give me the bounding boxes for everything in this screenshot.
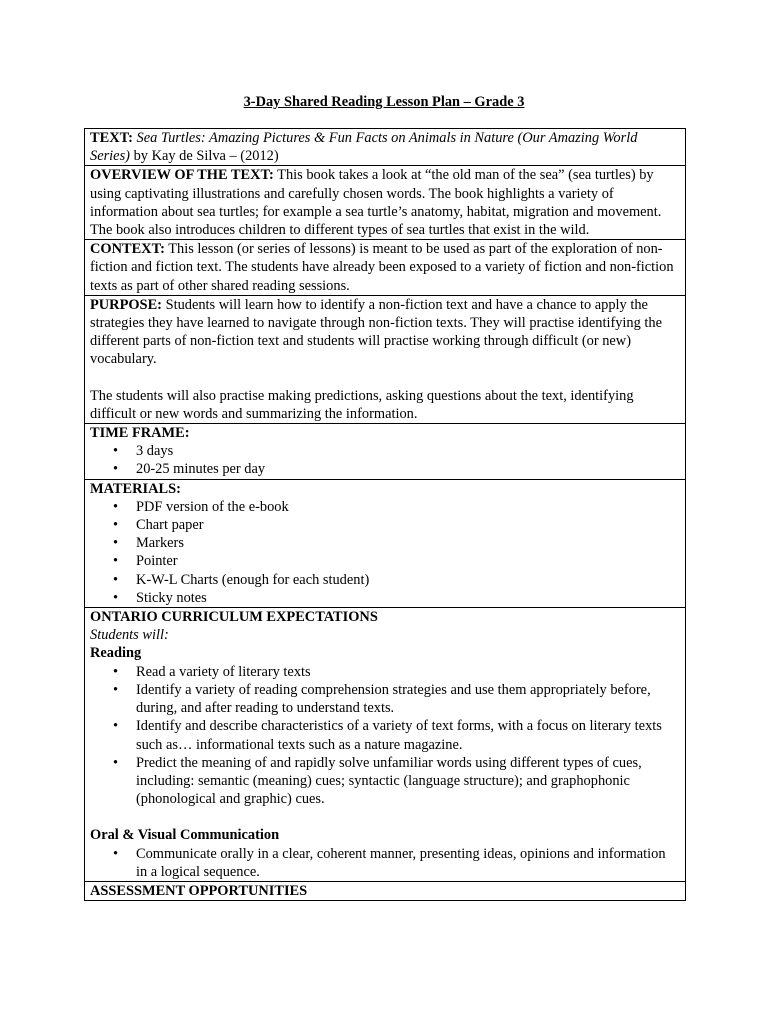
book-title: Sea Turtles: Amazing Pictures & Fun Facts on Animals in Nature (Our Amazing World Series) bbox=[90, 130, 638, 165]
materials-list bbox=[90, 498, 680, 607]
context-cell bbox=[85, 240, 686, 296]
list-item: • Read a variety of literary texts bbox=[136, 663, 680, 681]
list-item: • Identify a variety of reading comprehension strategies and use them appropriately before, during, and after reading to understand texts. bbox=[136, 681, 680, 717]
materials-row bbox=[85, 479, 686, 607]
materials-cell bbox=[85, 479, 686, 607]
list-item: • PDF version of the e-book bbox=[136, 498, 680, 516]
paragraph-spacer bbox=[90, 369, 680, 387]
curriculum-label: ONTARIO CURRICULUM EXPECTATIONS bbox=[90, 609, 378, 626]
purpose-row bbox=[85, 295, 686, 423]
context-label: CONTEXT: bbox=[90, 241, 165, 258]
book-byline: by Kay de Silva – (2012) bbox=[133, 148, 279, 165]
list-item: • Chart paper bbox=[136, 516, 680, 534]
materials-label: MATERIALS: bbox=[90, 480, 181, 497]
list-item: • 20-25 minutes per day bbox=[136, 460, 680, 478]
text-label: TEXT: bbox=[90, 130, 133, 146]
purpose-paragraph-1 bbox=[90, 296, 680, 369]
overview-row bbox=[85, 166, 686, 240]
purpose-text: Students will learn how to identify a non-fiction text and have a chance to apply the strategies they have learned to navigate through non-fiction texts. They will practise identifying the different parts of non-fiction text and students will practise working through difficult (or new) vocabulary. bbox=[90, 296, 662, 368]
assessment-cell bbox=[85, 881, 686, 900]
assessment-row bbox=[85, 881, 686, 900]
list-item: • K-W-L Charts (enough for each student) bbox=[136, 571, 680, 589]
oral-heading: Oral & Visual Communication bbox=[90, 827, 280, 844]
text-row bbox=[85, 129, 686, 166]
curriculum-row bbox=[85, 608, 686, 882]
reading-list bbox=[90, 663, 680, 809]
time-frame-cell bbox=[85, 424, 686, 480]
purpose-label: PURPOSE: bbox=[90, 296, 162, 313]
context-row bbox=[85, 240, 686, 296]
overview-label: OVERVIEW OF THE TEXT: bbox=[90, 167, 274, 184]
purpose-cell bbox=[85, 295, 686, 423]
list-item: • Markers bbox=[136, 534, 680, 552]
time-frame-list bbox=[90, 442, 680, 478]
text-cell bbox=[85, 129, 686, 166]
overview-cell bbox=[85, 166, 686, 240]
paragraph-spacer bbox=[90, 808, 680, 826]
list-item: • Identify and describe characteristics of a variety of text forms, with a focus on literary texts such as… informational texts such as a nature magazine. bbox=[136, 717, 680, 753]
list-item: • 3 days bbox=[136, 442, 680, 460]
page-title: 3-Day Shared Reading Lesson Plan – Grade 3 bbox=[243, 94, 525, 110]
overview-text: This book takes a look at “the old man of the sea” (sea turtles) by using captivating illustrations and carefully chosen words. The book highlights a variety of information about sea turtles; for example a sea turtle’s anatomy, habitat, migration and movement. The book also introduces children to different types of sea turtles that exist in the wild. bbox=[90, 167, 662, 239]
list-item: • Pointer bbox=[136, 552, 680, 570]
lesson-plan-table bbox=[84, 128, 686, 901]
list-item: • Predict the meaning of and rapidly solve unfamiliar words using different types of cues, including: semantic (meaning) cues; syntactic (language structure); and graphophonic (phonological and graphic) cues. bbox=[136, 754, 680, 809]
purpose-paragraph-2: The students will also practise making predictions, asking questions about the text, identifying difficult or new words and summarizing the information. bbox=[90, 387, 634, 422]
time-frame-row bbox=[85, 424, 686, 480]
list-item: • Communicate orally in a clear, coherent manner, presenting ideas, opinions and information in a logical sequence. bbox=[136, 845, 680, 881]
list-item: • Sticky notes bbox=[136, 589, 680, 607]
reading-heading: Reading bbox=[90, 645, 142, 662]
curriculum-cell bbox=[85, 608, 686, 882]
context-text: This lesson (or series of lessons) is meant to be used as part of the exploration of non-fiction and fiction text. The students have already been exposed to a variety of fiction and non-fiction texts as part of other shared reading sessions. bbox=[90, 241, 674, 294]
time-frame-label: TIME FRAME: bbox=[90, 425, 190, 442]
curriculum-intro: Students will: bbox=[90, 627, 169, 644]
oral-list bbox=[90, 845, 680, 881]
assessment-label: ASSESSMENT OPPORTUNITIES bbox=[90, 882, 308, 899]
